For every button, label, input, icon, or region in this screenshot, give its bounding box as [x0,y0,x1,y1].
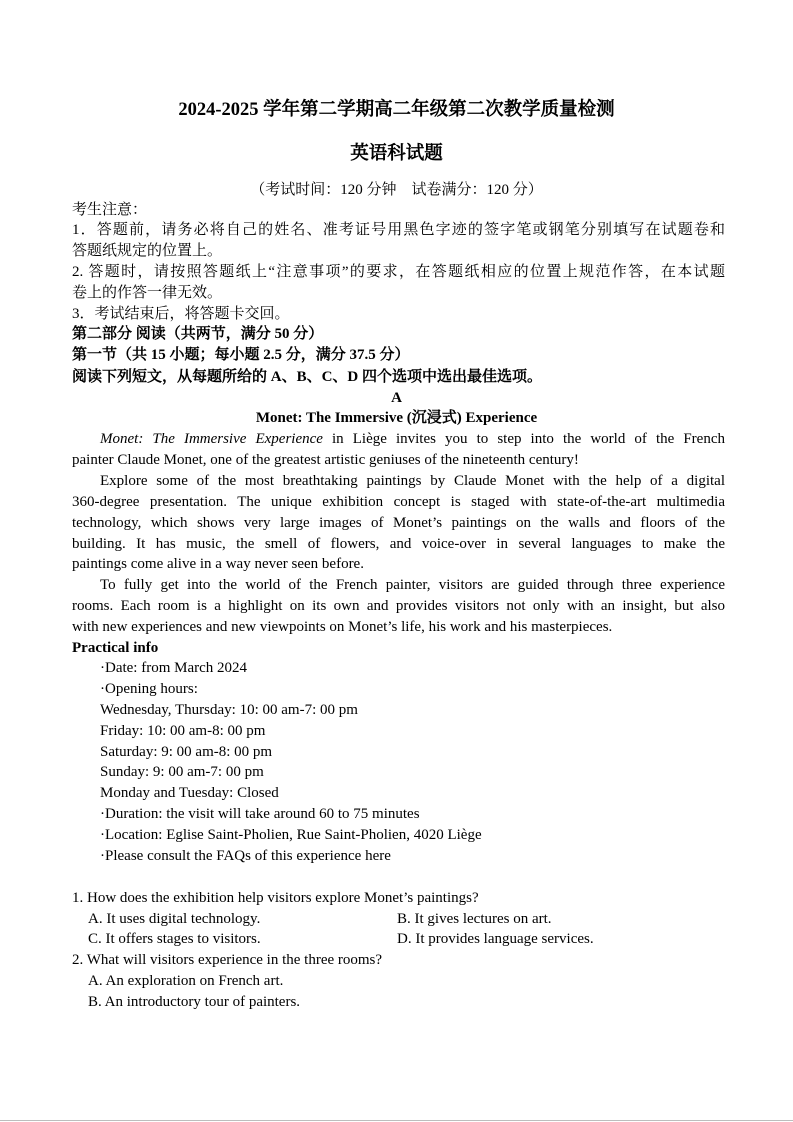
paragraph-2-line: Explore some of the most breathtaking paintings by Claude Monet with the help of a digital [100,473,725,489]
paragraph-1-line: painter Claude Monet, one of the greatest artistic geniuses of the nineteenth century! [72,452,579,468]
paragraph-3-line: with new experiences and new viewpoints on Monet’s life, his work and his masterpieces. [72,619,613,635]
info-line: ·Location: Eglise Saint-Pholien, Rue Saint-Pholien, 4020 Liège [100,827,482,843]
paragraph-2-line: paintings come alive in a way never seen before. [72,556,364,572]
info-line: ·Date: from March 2024 [100,660,248,676]
info-line: Friday: 10: 00 am-8: 00 pm [100,723,266,739]
question-stem: 2. What will visitors experience in the three rooms? [72,952,383,968]
paragraph-2-line: building. It has music, the smell of flowers, and voice-over in several languages to make the [72,536,725,552]
paragraph-1-text: in Liège invites you to step into the world of the French [322,431,725,447]
question-option: D. It provides language services. [397,931,594,947]
subject-title: 英语科试题 [350,144,443,164]
info-line: ·Opening hours: [100,681,198,697]
info-line: ·Duration: the visit will take around 60 to 75 minutes [100,806,420,822]
paragraph-3-line: To fully get into the world of the French painter, visitors are guided through three experience [100,577,725,593]
page-divider [0,1120,793,1121]
notice-item: 1．答题前，请务必将自己的姓名、准考证号用黑色字迹的签字笔或钢笔分别填写在试题卷和 [72,222,725,238]
passage-label: A [391,390,402,406]
question-option: A. It uses digital technology. [88,911,261,927]
notice-heading: 考生注意： [72,202,148,218]
exam-title: 2024-2025 学年第二学期高二年级第二次教学质量检测 [178,100,615,120]
info-line: Wednesday, Thursday: 10: 00 am-7: 00 pm [100,702,358,718]
paragraph-1-line [100,429,725,449]
notice-item: 答题纸规定的位置上。 [72,243,223,259]
paragraph-2-line: 360-degree presentation. The unique exhibition concept is staged with state-of-the-art multimedia [72,494,725,510]
question-stem: 1. How does the exhibition help visitors explore Monet’s paintings? [72,890,479,906]
passage-title: Monet: The Immersive (沉浸式) Experience [255,410,538,426]
section-subtitle: 第一节（共 15 小题；每小题 2.5 分，满分 37.5 分） [72,347,410,363]
paragraph-2-line: technology, which shows very large images of Monet’s paintings on the walls and floors of the [72,515,725,531]
exam-info: （考试时间：120 分钟 试卷满分：120 分） [250,182,543,198]
info-line: ·Please consult the FAQs of this experience here [100,848,391,864]
notice-item: 卷上的作答一律无效。 [72,285,223,301]
practical-info-heading: Practical info [72,640,159,656]
info-line: Monday and Tuesday: Closed [100,785,279,801]
part-title: 第二部分 阅读（共两节，满分 50 分） [72,326,324,342]
section-instruction: 阅读下列短文，从每题所给的 A、B、C、D 四个选项中选出最佳选项。 [72,369,543,385]
exhibition-name: Monet: The Immersive Experience [100,431,323,447]
info-line: Saturday: 9: 00 am-8: 00 pm [100,744,273,760]
notice-item: 3．考试结束后，将答题卡交回。 [72,306,290,322]
question-option: B. An introductory tour of painters. [88,994,301,1010]
info-line: Sunday: 9: 00 am-7: 00 pm [100,764,264,780]
notice-item: 2. 答题时，请按照答题纸上“注意事项”的要求，在答题纸相应的位置上规范作答，在本试题 [72,264,725,280]
question-option: A. An exploration on French art. [88,973,284,989]
question-option: B. It gives lectures on art. [397,911,552,927]
paragraph-3-line: rooms. Each room is a highlight on its own and provides visitors not only with an insight, but also [72,598,725,614]
question-option: C. It offers stages to visitors. [88,931,261,947]
